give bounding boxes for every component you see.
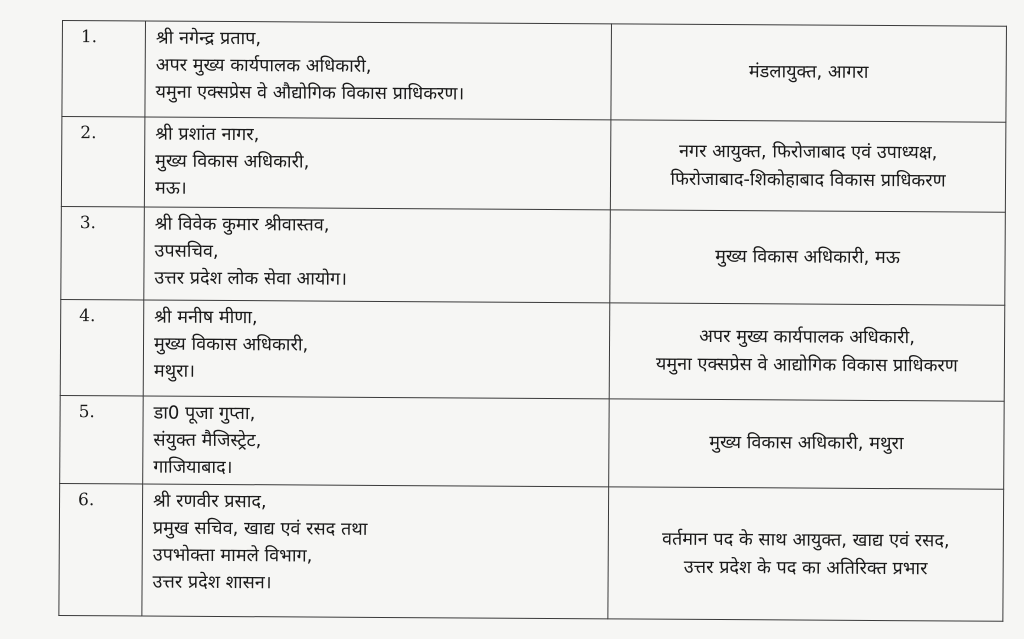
- officer-office: गाजियाबाद।: [153, 456, 233, 478]
- serial-number: 1.: [62, 21, 146, 117]
- officer-details: [143, 396, 610, 487]
- table-row: [62, 21, 1007, 122]
- new-posting-line: मुख्य विकास अधिकारी, मथुरा: [709, 432, 904, 455]
- officer-details: [144, 207, 611, 302]
- officer-designation: मुख्य विकास अधिकारी,: [153, 333, 309, 356]
- new-posting-line: अपर मुख्य कार्यपालक अधिकारी,: [699, 326, 916, 349]
- officer-name: श्री मनीष मीणा,: [154, 306, 258, 329]
- new-posting: [610, 120, 1006, 213]
- officer-details: [144, 117, 611, 210]
- officer-designation: उपसचिव,: [154, 240, 219, 263]
- officer-designation: संयुक्त मैजिस्ट्रेट,: [153, 429, 262, 451]
- new-posting-line: यमुना एक्सप्रेस वे आद्योगिक विकास प्राधिकरण: [655, 353, 958, 377]
- table-row: [61, 116, 1006, 212]
- officer-designation: अपर मुख्य कार्यपालक अधिकारी,: [155, 54, 372, 77]
- officer-details: [145, 21, 612, 120]
- serial-number: 5.: [60, 395, 144, 484]
- new-posting: [611, 24, 1007, 122]
- new-posting-line: मंडलायुक्त, आगरा: [748, 61, 869, 84]
- officer-transfer-table: [58, 20, 1007, 622]
- officer-office: यमुना एक्सप्रेस वे औद्योगिक विकास प्राधिकरण।: [155, 81, 465, 105]
- officer-department: उपभोक्ता मामले विभाग,: [152, 544, 313, 567]
- officer-designation: मुख्य विकास अधिकारी,: [155, 150, 310, 173]
- new-posting-line: मुख्य विकास अधिकारी, मऊ: [715, 246, 901, 269]
- officer-name: श्री रणवीर प्रसाद,: [152, 490, 267, 513]
- officer-office: उत्तर प्रदेश लोक सेवा आयोग।: [154, 267, 348, 291]
- officer-details: [143, 300, 610, 399]
- officer-office: मथुरा।: [153, 360, 196, 382]
- new-posting: [610, 210, 1006, 305]
- officer-name: श्री विवेक कुमार श्रीवास्तव,: [154, 213, 330, 236]
- officer-name: श्री नगेन्द्र प्रताप,: [155, 27, 262, 50]
- table-row: [60, 299, 1005, 400]
- new-posting-line: वर्तमान पद के साथ आयुक्त, खाद्य एवं रसद,: [661, 528, 950, 552]
- new-posting-line: नगर आयुक्त, फिरोजाबाद एवं उपाध्यक्ष,: [678, 140, 938, 163]
- new-posting-line: उत्तर प्रदेश के पद का अतिरिक्त प्रभार: [683, 556, 928, 579]
- table-row: [61, 207, 1006, 305]
- serial-number: 4.: [60, 299, 144, 395]
- new-posting: [609, 399, 1005, 490]
- serial-number: 6.: [59, 484, 143, 616]
- new-posting-line: फिरोजाबाद-शिकोहाबाद विकास प्राधिकरण: [670, 168, 946, 191]
- serial-number: 3.: [61, 207, 145, 300]
- transfer-list-document: [58, 20, 1007, 622]
- officer-name: श्री प्रशांत नागर,: [155, 123, 260, 145]
- new-posting: [609, 303, 1005, 401]
- officer-name: डा0 पूजा गुप्ता,: [153, 402, 256, 424]
- officer-office: मऊ।: [154, 177, 187, 199]
- new-posting: [608, 487, 1004, 621]
- officer-office: उत्तर प्रदेश शासन।: [152, 571, 272, 594]
- table-row: [59, 484, 1004, 622]
- serial-number: 2.: [61, 116, 145, 207]
- officer-designation: प्रमुख सचिव, खाद्य एवं रसद तथा: [152, 517, 368, 541]
- table-row: [60, 395, 1005, 489]
- officer-details: [142, 484, 609, 619]
